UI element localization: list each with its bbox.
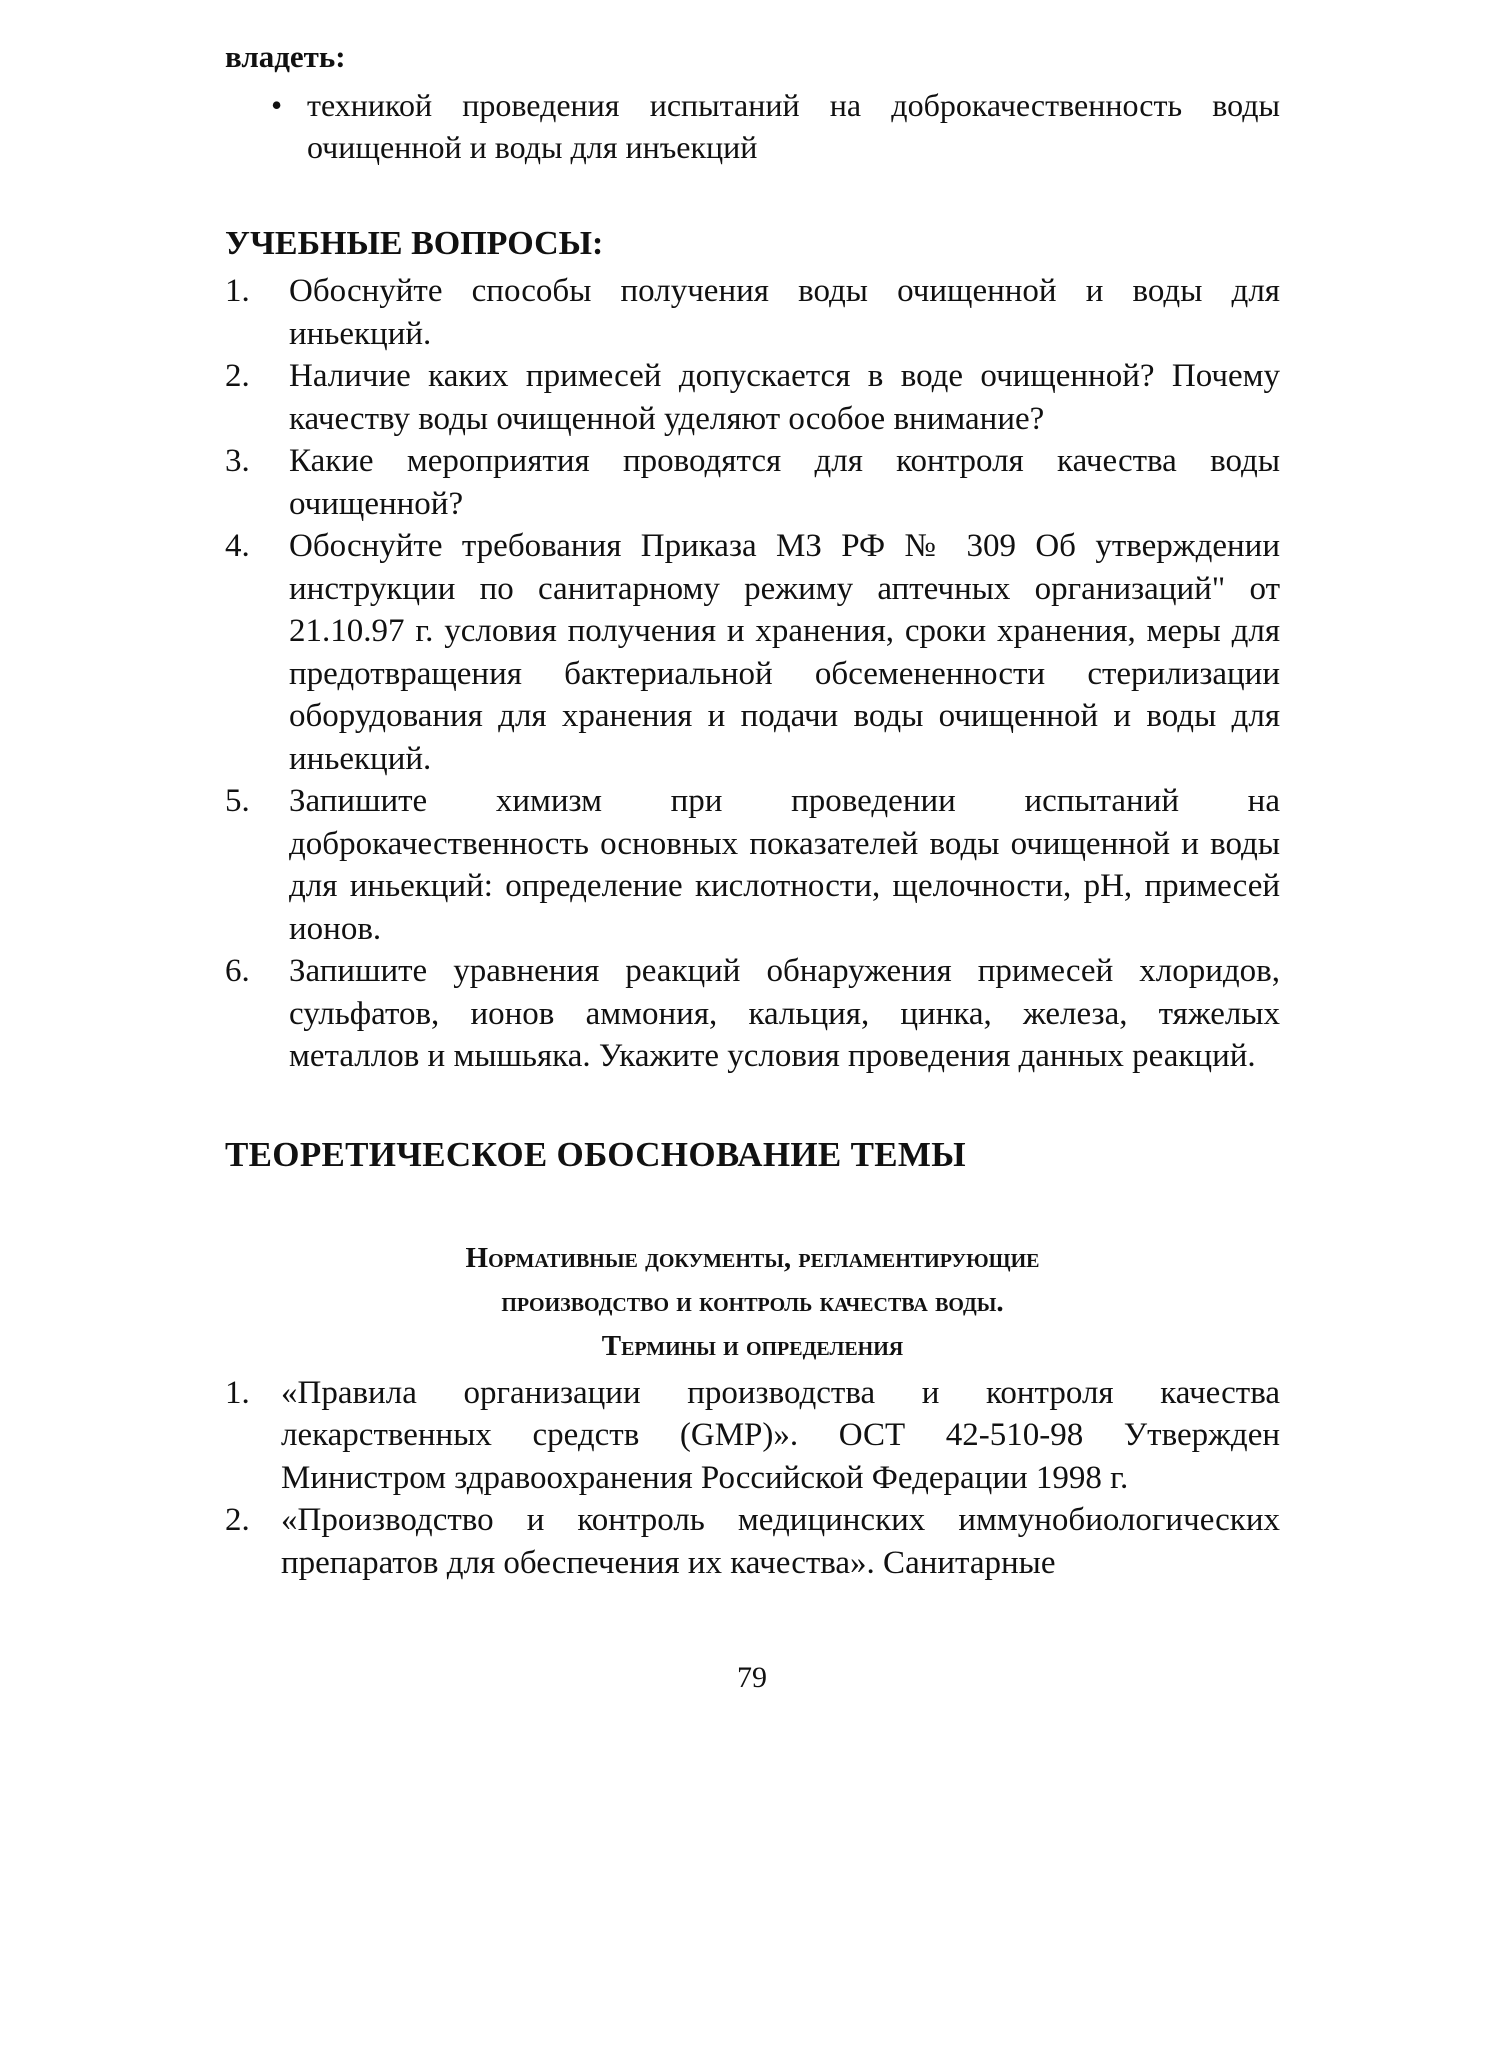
list-item-number: 3. [225, 443, 250, 479]
theory-heading: ТЕОРЕТИЧЕСКОЕ ОБОСНОВАНИЕ ТЕМЫ [225, 1134, 966, 1174]
list-item [225, 780, 1280, 950]
list-item [225, 270, 1280, 355]
bullet-icon: • [271, 87, 283, 123]
list-item-text: Какие мероприятия проводятся для контроля качества воды очищенной? [289, 443, 1280, 522]
questions-list [225, 270, 1280, 1078]
list-item [225, 84, 1280, 168]
list-item-number: 4. [225, 528, 250, 564]
list-item-text: Запишите химизм при проведении испытаний на доброкачественность основных показателей воды очищенной и воды для иньекций: определение кислотности, щелочности, рН, примесей ионов. [289, 783, 1280, 947]
document-page [225, 36, 1280, 1584]
list-item [225, 950, 1280, 1078]
list-item-number: 5. [225, 783, 250, 819]
list-item-number: 2. [225, 358, 250, 394]
list-item [225, 1372, 1280, 1500]
normative-docs-subheading [225, 1236, 1280, 1368]
list-item-text: Обоснуйте требования Приказа МЗ РФ № 309 Об утверждении инструкции по санитарному режиму аптечных организаций" от 21.10.97 г. условия получения и хранения, сроки хранения, меры для предотвращения бактериальной обсемененности стерилизации оборудования для хранения и подачи воды очищенной и воды для иньекций. [289, 528, 1280, 777]
list-item [225, 355, 1280, 440]
subheading-line: Нормативные документы, регламентирующие [465, 1241, 1040, 1274]
list-item-text: «Правила организации производства и контроля качества лекарственных средств (GMP)». ОСТ 42-510-98 Утвержден Министром здравоохранения Российской Федерации 1998 г. [281, 1374, 1280, 1496]
list-item-text: «Производство и контроль медицинских иммунобиологических препаратов для обеспечения их качества». Санитарные [281, 1502, 1280, 1581]
subheading-line: производство и контроль качества воды. [501, 1285, 1004, 1318]
page-number: 79 [737, 1661, 767, 1694]
normative-docs-list [225, 1372, 1280, 1585]
list-item-text: Запишите уравнения реакций обнаружения примесей хлоридов, сульфатов, ионов аммония, кальция, цинка, железа, тяжелых металлов и мышьяка. Укажите условия проведения данных реакций. [289, 953, 1280, 1074]
list-item-text: Наличие каких примесей допускается в воде очищенной? Почему качеству воды очищенной уделяют особое внимание? [289, 358, 1280, 437]
questions-heading: УЧЕБНЫЕ ВОПРОСЫ: [225, 225, 604, 262]
list-item [225, 1499, 1280, 1584]
list-item [225, 525, 1280, 780]
subheading-line: Термины и определения [601, 1329, 904, 1362]
list-item-text: техникой проведения испытаний на доброкачественность воды очищенной и воды для инъекций [307, 87, 1280, 165]
list-item-number: 2. [225, 1502, 250, 1538]
competency-label: владеть: [225, 39, 346, 74]
list-item-number: 6. [225, 953, 250, 989]
list-item [225, 440, 1280, 525]
list-item-number: 1. [225, 1374, 250, 1411]
competency-list [225, 84, 1280, 168]
list-item-number: 1. [225, 273, 250, 309]
list-item-text: Обоснуйте способы получения воды очищенной и воды для иньекций. [289, 273, 1280, 352]
